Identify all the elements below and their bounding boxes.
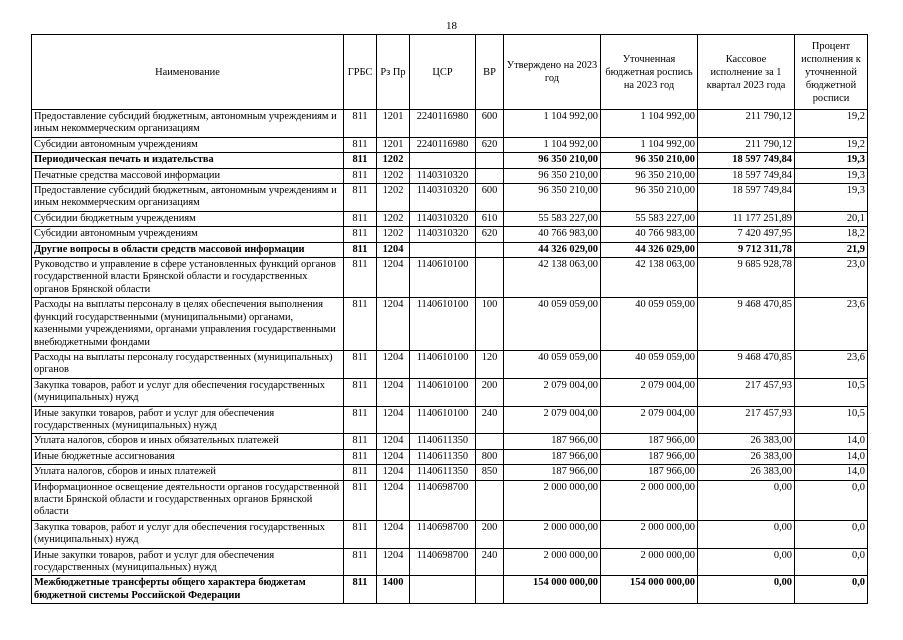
header-csr: ЦСР	[410, 35, 476, 110]
table-row	[32, 211, 868, 226]
cell-cash: 18 597 749,84	[698, 184, 795, 212]
cell-refined: 2 079 004,00	[601, 406, 698, 434]
cell-vr: 240	[476, 406, 504, 434]
cell-grbs: 811	[344, 548, 377, 576]
cell-cash: 0,00	[698, 520, 795, 548]
table-row	[32, 184, 868, 212]
cell-approved: 187 966,00	[504, 449, 601, 464]
cell-rzpr: 1204	[377, 242, 410, 257]
cell-refined: 1 104 992,00	[601, 137, 698, 152]
cell-rzpr: 1400	[377, 576, 410, 604]
cell-grbs: 811	[344, 137, 377, 152]
cell-approved: 1 104 992,00	[504, 110, 601, 138]
table-row	[32, 434, 868, 449]
cell-rzpr: 1202	[377, 184, 410, 212]
cell-vr	[476, 168, 504, 183]
cell-grbs: 811	[344, 520, 377, 548]
cell-vr: 610	[476, 211, 504, 226]
cell-name: Межбюджетные трансферты общего характера бюджетам бюджетной системы Российской Федерации	[32, 576, 344, 604]
cell-grbs: 811	[344, 153, 377, 168]
cell-approved: 55 583 227,00	[504, 211, 601, 226]
cell-refined: 154 000 000,00	[601, 576, 698, 604]
cell-name: Закупка товаров, работ и услуг для обеспечения государственных (муниципальных) нужд	[32, 378, 344, 406]
cell-cash: 18 597 749,84	[698, 153, 795, 168]
cell-csr: 1140610100	[410, 406, 476, 434]
cell-percent: 0,0	[795, 548, 868, 576]
cell-name: Иные закупки товаров, работ и услуг для обеспечения государственных (муниципальных) нужд	[32, 548, 344, 576]
cell-approved: 40 766 983,00	[504, 227, 601, 242]
cell-percent: 14,0	[795, 449, 868, 464]
cell-vr: 620	[476, 227, 504, 242]
cell-name: Закупка товаров, работ и услуг для обеспечения государственных (муниципальных) нужд	[32, 520, 344, 548]
cell-rzpr: 1204	[377, 350, 410, 378]
cell-cash: 9 468 470,85	[698, 298, 795, 351]
cell-rzpr: 1204	[377, 434, 410, 449]
cell-grbs: 811	[344, 184, 377, 212]
cell-percent: 19,3	[795, 184, 868, 212]
cell-rzpr: 1204	[377, 378, 410, 406]
cell-rzpr: 1204	[377, 449, 410, 464]
cell-csr: 1140310320	[410, 211, 476, 226]
table-row	[32, 378, 868, 406]
cell-vr: 620	[476, 137, 504, 152]
cell-vr	[476, 153, 504, 168]
cell-vr: 200	[476, 378, 504, 406]
cell-percent: 21,9	[795, 242, 868, 257]
cell-grbs: 811	[344, 110, 377, 138]
cell-csr	[410, 153, 476, 168]
cell-cash: 217 457,93	[698, 378, 795, 406]
cell-approved: 96 350 210,00	[504, 184, 601, 212]
cell-csr	[410, 242, 476, 257]
table-row	[32, 406, 868, 434]
cell-cash: 26 383,00	[698, 434, 795, 449]
cell-approved: 40 059 059,00	[504, 298, 601, 351]
cell-name: Другие вопросы в области средств массовой информации	[32, 242, 344, 257]
header-refined: Уточненная бюджетная роспись на 2023 год	[601, 35, 698, 110]
cell-percent: 0,0	[795, 576, 868, 604]
cell-rzpr: 1204	[377, 548, 410, 576]
cell-name: Расходы на выплаты персоналу в целях обеспечения выполнения функций государственными (муниципальными) органами, казенными учреждениями, органами управления государственными внебюджетными фондами	[32, 298, 344, 351]
table-row	[32, 110, 868, 138]
cell-vr	[476, 480, 504, 520]
cell-approved: 2 000 000,00	[504, 520, 601, 548]
table-row	[32, 520, 868, 548]
cell-approved: 96 350 210,00	[504, 153, 601, 168]
table-row	[32, 350, 868, 378]
cell-approved: 96 350 210,00	[504, 168, 601, 183]
cell-rzpr: 1204	[377, 480, 410, 520]
cell-vr: 240	[476, 548, 504, 576]
cell-refined: 187 966,00	[601, 434, 698, 449]
cell-grbs: 811	[344, 227, 377, 242]
cell-refined: 96 350 210,00	[601, 153, 698, 168]
table-row	[32, 168, 868, 183]
cell-csr: 1140610100	[410, 378, 476, 406]
cell-percent: 10,5	[795, 406, 868, 434]
cell-percent: 19,2	[795, 110, 868, 138]
header-vr: ВР	[476, 35, 504, 110]
cell-percent: 19,2	[795, 137, 868, 152]
cell-cash: 211 790,12	[698, 137, 795, 152]
cell-name: Субсидии бюджетным учреждениям	[32, 211, 344, 226]
cell-csr: 1140698700	[410, 548, 476, 576]
cell-grbs: 811	[344, 449, 377, 464]
cell-percent: 20,1	[795, 211, 868, 226]
cell-approved: 187 966,00	[504, 434, 601, 449]
header-cash: Кассовое исполнение за 1 квартал 2023 года	[698, 35, 795, 110]
cell-name: Субсидии автономным учреждениям	[32, 227, 344, 242]
cell-rzpr: 1202	[377, 153, 410, 168]
table-row	[32, 449, 868, 464]
cell-cash: 7 420 497,95	[698, 227, 795, 242]
header-row	[32, 35, 868, 110]
cell-cash: 9 685 928,78	[698, 258, 795, 298]
cell-name: Информационное освещение деятельности органов государственной власти Брянской области и государственных органов Брянской области	[32, 480, 344, 520]
cell-vr	[476, 434, 504, 449]
cell-percent: 0,0	[795, 480, 868, 520]
cell-refined: 96 350 210,00	[601, 168, 698, 183]
cell-approved: 187 966,00	[504, 465, 601, 480]
cell-csr: 2240116980	[410, 110, 476, 138]
cell-approved: 2 079 004,00	[504, 406, 601, 434]
header-rzpr: Рз Пр	[377, 35, 410, 110]
cell-refined: 187 966,00	[601, 449, 698, 464]
cell-rzpr: 1204	[377, 258, 410, 298]
cell-cash: 9 712 311,78	[698, 242, 795, 257]
cell-grbs: 811	[344, 168, 377, 183]
cell-name: Субсидии автономным учреждениям	[32, 137, 344, 152]
cell-cash: 26 383,00	[698, 449, 795, 464]
cell-refined: 2 000 000,00	[601, 548, 698, 576]
cell-grbs: 811	[344, 378, 377, 406]
cell-vr: 200	[476, 520, 504, 548]
cell-cash: 18 597 749,84	[698, 168, 795, 183]
cell-percent: 19,3	[795, 168, 868, 183]
cell-approved: 1 104 992,00	[504, 137, 601, 152]
header-percent: Процент исполнения к уточненной бюджетной росписи	[795, 35, 868, 110]
cell-percent: 19,3	[795, 153, 868, 168]
cell-cash: 211 790,12	[698, 110, 795, 138]
header-grbs: ГРБС	[344, 35, 377, 110]
budget-execution-table	[31, 34, 868, 604]
cell-refined: 40 766 983,00	[601, 227, 698, 242]
cell-percent: 14,0	[795, 434, 868, 449]
table-row	[32, 576, 868, 604]
cell-name: Иные закупки товаров, работ и услуг для обеспечения государственных (муниципальных) нужд	[32, 406, 344, 434]
cell-refined: 96 350 210,00	[601, 184, 698, 212]
cell-refined: 42 138 063,00	[601, 258, 698, 298]
cell-csr: 1140610100	[410, 258, 476, 298]
cell-name: Иные бюджетные ассигнования	[32, 449, 344, 464]
cell-grbs: 811	[344, 350, 377, 378]
cell-approved: 44 326 029,00	[504, 242, 601, 257]
table-row	[32, 153, 868, 168]
table-row	[32, 242, 868, 257]
cell-csr	[410, 576, 476, 604]
cell-grbs: 811	[344, 242, 377, 257]
cell-grbs: 811	[344, 298, 377, 351]
cell-vr: 800	[476, 449, 504, 464]
cell-cash: 217 457,93	[698, 406, 795, 434]
cell-csr: 1140310320	[410, 227, 476, 242]
cell-csr: 1140698700	[410, 520, 476, 548]
cell-percent: 18,2	[795, 227, 868, 242]
cell-approved: 154 000 000,00	[504, 576, 601, 604]
cell-vr	[476, 242, 504, 257]
cell-vr: 600	[476, 184, 504, 212]
table-row	[32, 480, 868, 520]
header-approved: Утверждено на 2023 год	[504, 35, 601, 110]
cell-cash: 0,00	[698, 548, 795, 576]
cell-csr: 1140310320	[410, 168, 476, 183]
cell-grbs: 811	[344, 576, 377, 604]
cell-cash: 26 383,00	[698, 465, 795, 480]
cell-refined: 40 059 059,00	[601, 350, 698, 378]
table-row	[32, 465, 868, 480]
cell-vr	[476, 258, 504, 298]
cell-cash: 0,00	[698, 480, 795, 520]
cell-percent: 23,0	[795, 258, 868, 298]
cell-csr: 1140610100	[410, 298, 476, 351]
cell-percent: 23,6	[795, 350, 868, 378]
cell-approved: 2 079 004,00	[504, 378, 601, 406]
cell-csr: 2240116980	[410, 137, 476, 152]
cell-cash: 0,00	[698, 576, 795, 604]
cell-csr: 1140698700	[410, 480, 476, 520]
cell-name: Печатные средства массовой информации	[32, 168, 344, 183]
cell-rzpr: 1204	[377, 465, 410, 480]
cell-name: Периодическая печать и издательства	[32, 153, 344, 168]
cell-percent: 14,0	[795, 465, 868, 480]
cell-refined: 2 000 000,00	[601, 520, 698, 548]
cell-name: Предоставление субсидий бюджетным, автономным учреждениям и иным некоммерческим организациям	[32, 110, 344, 138]
cell-rzpr: 1204	[377, 406, 410, 434]
cell-approved: 42 138 063,00	[504, 258, 601, 298]
page-number: 18	[446, 20, 457, 32]
cell-vr: 120	[476, 350, 504, 378]
cell-name: Уплата налогов, сборов и иных обязательных платежей	[32, 434, 344, 449]
cell-rzpr: 1202	[377, 227, 410, 242]
cell-csr: 1140611350	[410, 465, 476, 480]
cell-csr: 1140610100	[410, 350, 476, 378]
cell-rzpr: 1204	[377, 520, 410, 548]
cell-name: Предоставление субсидий бюджетным, автономным учреждениям и иным некоммерческим организациям	[32, 184, 344, 212]
cell-cash: 11 177 251,89	[698, 211, 795, 226]
cell-grbs: 811	[344, 406, 377, 434]
cell-rzpr: 1202	[377, 168, 410, 183]
cell-csr: 1140310320	[410, 184, 476, 212]
cell-refined: 44 326 029,00	[601, 242, 698, 257]
cell-name: Расходы на выплаты персоналу государственных (муниципальных) органов	[32, 350, 344, 378]
cell-vr: 100	[476, 298, 504, 351]
cell-rzpr: 1201	[377, 110, 410, 138]
header-name: Наименование	[32, 35, 344, 110]
cell-refined: 55 583 227,00	[601, 211, 698, 226]
cell-rzpr: 1204	[377, 298, 410, 351]
cell-grbs: 811	[344, 465, 377, 480]
cell-rzpr: 1202	[377, 211, 410, 226]
table-row	[32, 298, 868, 351]
cell-percent: 10,5	[795, 378, 868, 406]
cell-grbs: 811	[344, 480, 377, 520]
cell-refined: 2 079 004,00	[601, 378, 698, 406]
cell-grbs: 811	[344, 258, 377, 298]
cell-refined: 40 059 059,00	[601, 298, 698, 351]
cell-percent: 0,0	[795, 520, 868, 548]
table-row	[32, 258, 868, 298]
cell-name: Руководство и управление в сфере установленных функций органов государственной власти Брянской области и государственных органов Брянской области	[32, 258, 344, 298]
cell-rzpr: 1201	[377, 137, 410, 152]
cell-vr	[476, 576, 504, 604]
cell-approved: 2 000 000,00	[504, 480, 601, 520]
cell-csr: 1140611350	[410, 434, 476, 449]
cell-percent: 23,6	[795, 298, 868, 351]
cell-refined: 1 104 992,00	[601, 110, 698, 138]
cell-name: Уплата налогов, сборов и иных платежей	[32, 465, 344, 480]
cell-refined: 187 966,00	[601, 465, 698, 480]
cell-grbs: 811	[344, 434, 377, 449]
cell-csr: 1140611350	[410, 449, 476, 464]
cell-cash: 9 468 470,85	[698, 350, 795, 378]
cell-approved: 40 059 059,00	[504, 350, 601, 378]
cell-vr: 850	[476, 465, 504, 480]
table-row	[32, 137, 868, 152]
cell-vr: 600	[476, 110, 504, 138]
cell-refined: 2 000 000,00	[601, 480, 698, 520]
cell-grbs: 811	[344, 211, 377, 226]
cell-approved: 2 000 000,00	[504, 548, 601, 576]
table-row	[32, 548, 868, 576]
table-row	[32, 227, 868, 242]
